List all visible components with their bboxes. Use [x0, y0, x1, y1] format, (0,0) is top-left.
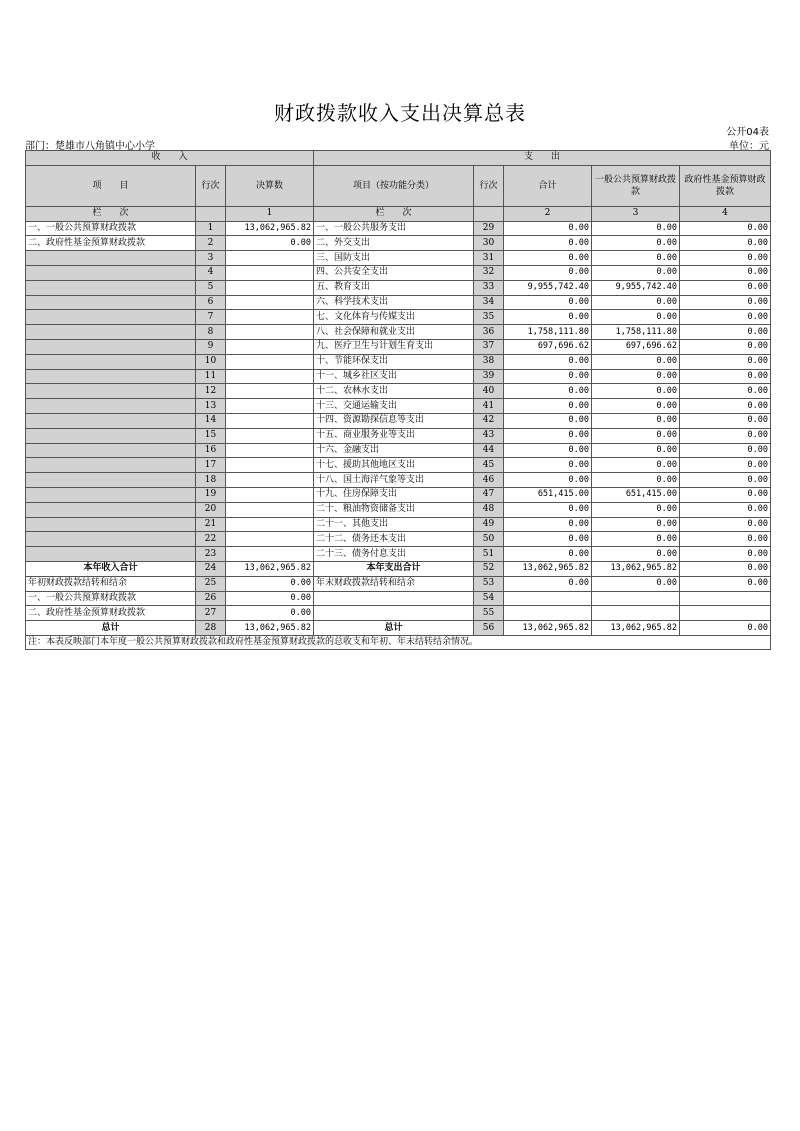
expense-gov-fund: 0.00	[680, 251, 771, 266]
income-amount	[226, 458, 314, 473]
expense-item: 二十二、债务还本支出	[314, 532, 474, 547]
income-item	[26, 325, 196, 340]
income-item	[26, 443, 196, 458]
expense-general-budget: 0.00	[592, 265, 680, 280]
income-item: 年初财政拨款结转和结余	[26, 576, 196, 591]
table-row	[26, 428, 771, 443]
income-line-no: 18	[196, 473, 226, 488]
col-gov-fund: 政府性基金预算财政拨款	[680, 165, 771, 206]
expense-gov-fund: 0.00	[680, 413, 771, 428]
income-item	[26, 280, 196, 295]
income-amount	[226, 354, 314, 369]
income-item	[26, 502, 196, 517]
income-item: 一、一般公共预算财政拨款	[26, 591, 196, 606]
income-amount	[226, 265, 314, 280]
income-line-no: 16	[196, 443, 226, 458]
expense-total: 0.00	[504, 354, 592, 369]
table-row	[26, 532, 771, 547]
income-amount	[226, 532, 314, 547]
expense-item: 十三、交通运输支出	[314, 399, 474, 414]
expense-general-budget: 0.00	[592, 369, 680, 384]
balance-row	[26, 576, 771, 591]
expense-total: 0.00	[504, 221, 592, 236]
expense-general-budget: 0.00	[592, 517, 680, 532]
expense-line-no: 41	[474, 399, 504, 414]
income-line-no: 17	[196, 458, 226, 473]
expense-gov-fund: 0.00	[680, 339, 771, 354]
income-line-no: 19	[196, 487, 226, 502]
income-line-no: 4	[196, 265, 226, 280]
expense-gov-fund	[680, 591, 771, 606]
table-row	[26, 265, 771, 280]
expense-general-budget: 0.00	[592, 310, 680, 325]
expense-item: 四、公共安全支出	[314, 265, 474, 280]
expense-item: 七、文化体育与传媒支出	[314, 310, 474, 325]
expense-general-budget	[592, 606, 680, 621]
expense-gov-fund: 0.00	[680, 325, 771, 340]
table-row	[26, 310, 771, 325]
expense-gov-fund: 0.00	[680, 576, 771, 591]
expense-general-budget: 0.00	[592, 295, 680, 310]
department-label: 部门：楚雄市八角镇中心小学	[25, 141, 155, 152]
expense-general-budget: 0.00	[592, 399, 680, 414]
expense-total: 0.00	[504, 295, 592, 310]
expense-item	[314, 591, 474, 606]
expense-line-no: 54	[474, 591, 504, 606]
table-row	[26, 295, 771, 310]
income-item	[26, 458, 196, 473]
expense-gov-fund: 0.00	[680, 265, 771, 280]
expense-line-no: 35	[474, 310, 504, 325]
table-row	[26, 487, 771, 502]
expense-general-budget: 1,758,111.80	[592, 325, 680, 340]
income-item	[26, 251, 196, 266]
expense-line-no: 32	[474, 265, 504, 280]
income-line-no: 8	[196, 325, 226, 340]
expense-item: 九、医疗卫生与计划生育支出	[314, 339, 474, 354]
income-line-no: 25	[196, 576, 226, 591]
report-title: 财政拨款收入支出决算总表	[274, 101, 526, 125]
expense-line-no: 29	[474, 221, 504, 236]
income-item	[26, 295, 196, 310]
form-code: 公开04表	[726, 127, 769, 138]
expense-total: 13,062,965.82	[504, 621, 592, 636]
income-item	[26, 532, 196, 547]
expense-gov-fund: 0.00	[680, 221, 771, 236]
expense-gov-fund: 0.00	[680, 621, 771, 636]
expense-general-budget: 0.00	[592, 236, 680, 251]
income-line-no: 21	[196, 517, 226, 532]
income-line-no: 27	[196, 606, 226, 621]
expense-item: 十四、资源勘探信息等支出	[314, 413, 474, 428]
table-row	[26, 458, 771, 473]
income-item	[26, 265, 196, 280]
table-row	[26, 473, 771, 488]
income-item	[26, 384, 196, 399]
col-item-by-function: 项目（按功能分类）	[314, 165, 474, 206]
income-item	[26, 369, 196, 384]
income-item: 总计	[26, 621, 196, 636]
grand-total-row	[26, 621, 771, 636]
section-header-row	[26, 151, 771, 166]
income-amount	[226, 413, 314, 428]
income-item	[26, 487, 196, 502]
income-line-no: 3	[196, 251, 226, 266]
expense-line-no: 49	[474, 517, 504, 532]
income-amount	[226, 487, 314, 502]
col-index-1: 1	[226, 206, 314, 221]
expense-gov-fund: 0.00	[680, 473, 771, 488]
table-row	[26, 236, 771, 251]
income-line-no: 6	[196, 295, 226, 310]
income-item: 本年收入合计	[26, 561, 196, 576]
expense-general-budget: 0.00	[592, 251, 680, 266]
blank-cell	[474, 206, 504, 221]
expense-total: 0.00	[504, 384, 592, 399]
expense-line-no: 36	[474, 325, 504, 340]
income-line-no: 15	[196, 428, 226, 443]
expense-item: 十七、援助其他地区支出	[314, 458, 474, 473]
expense-line-no: 51	[474, 547, 504, 562]
income-amount	[226, 399, 314, 414]
income-item	[26, 547, 196, 562]
expense-item: 十六、金融支出	[314, 443, 474, 458]
expense-gov-fund: 0.00	[680, 236, 771, 251]
col-line-no: 行次	[196, 165, 226, 206]
income-item	[26, 473, 196, 488]
expense-general-budget: 651,415.00	[592, 487, 680, 502]
expense-total: 0.00	[504, 502, 592, 517]
income-line-no: 14	[196, 413, 226, 428]
expense-total: 1,758,111.80	[504, 325, 592, 340]
expense-line-no: 34	[474, 295, 504, 310]
expense-general-budget: 0.00	[592, 413, 680, 428]
col-item: 项 目	[26, 165, 196, 206]
table-row	[26, 443, 771, 458]
income-line-no: 23	[196, 547, 226, 562]
expense-total: 0.00	[504, 576, 592, 591]
expense-line-no: 56	[474, 621, 504, 636]
income-line-no: 10	[196, 354, 226, 369]
income-amount	[226, 517, 314, 532]
income-item	[26, 354, 196, 369]
expense-gov-fund: 0.00	[680, 384, 771, 399]
expense-item: 十二、农林水支出	[314, 384, 474, 399]
expense-total: 0.00	[504, 236, 592, 251]
expense-line-no: 33	[474, 280, 504, 295]
expense-general-budget: 0.00	[592, 221, 680, 236]
income-item: 一、一般公共预算财政拨款	[26, 221, 196, 236]
expense-item: 十八、国土海洋气象等支出	[314, 473, 474, 488]
balance-row	[26, 606, 771, 621]
expense-gov-fund: 0.00	[680, 443, 771, 458]
income-amount: 13,062,965.82	[226, 561, 314, 576]
expense-line-no: 40	[474, 384, 504, 399]
expense-general-budget: 0.00	[592, 473, 680, 488]
expense-item: 十五、商业服务业等支出	[314, 428, 474, 443]
table-row	[26, 251, 771, 266]
expense-total: 0.00	[504, 473, 592, 488]
income-amount: 13,062,965.82	[226, 221, 314, 236]
table-row	[26, 399, 771, 414]
expense-total: 697,696.62	[504, 339, 592, 354]
expense-total: 0.00	[504, 265, 592, 280]
col-label-expense: 栏 次	[314, 206, 474, 221]
expense-total: 0.00	[504, 532, 592, 547]
income-amount	[226, 295, 314, 310]
table-note: 注：本表反映部门本年度一般公共预算财政拨款和政府性基金预算财政拨款的总收支和年初、年末结转结余情况。	[26, 635, 771, 649]
expense-general-budget: 0.00	[592, 502, 680, 517]
expense-total: 0.00	[504, 310, 592, 325]
income-amount: 0.00	[226, 576, 314, 591]
expense-gov-fund: 0.00	[680, 280, 771, 295]
expense-line-no: 46	[474, 473, 504, 488]
expense-total: 0.00	[504, 369, 592, 384]
income-item	[26, 339, 196, 354]
expense-line-no: 50	[474, 532, 504, 547]
income-amount	[226, 310, 314, 325]
expense-gov-fund: 0.00	[680, 547, 771, 562]
income-amount	[226, 251, 314, 266]
income-amount	[226, 473, 314, 488]
income-line-no: 5	[196, 280, 226, 295]
expense-gov-fund: 0.00	[680, 532, 771, 547]
expense-line-no: 53	[474, 576, 504, 591]
income-amount	[226, 384, 314, 399]
expense-gov-fund: 0.00	[680, 399, 771, 414]
expense-general-budget: 0.00	[592, 547, 680, 562]
income-amount: 0.00	[226, 591, 314, 606]
table-row	[26, 354, 771, 369]
expense-item: 三、国防支出	[314, 251, 474, 266]
income-amount	[226, 325, 314, 340]
expense-general-budget: 0.00	[592, 354, 680, 369]
expense-line-no: 44	[474, 443, 504, 458]
income-amount	[226, 369, 314, 384]
income-line-no: 13	[196, 399, 226, 414]
col-index-3: 3	[592, 206, 680, 221]
expense-gov-fund: 0.00	[680, 295, 771, 310]
expense-gov-fund: 0.00	[680, 428, 771, 443]
expense-general-budget: 0.00	[592, 576, 680, 591]
income-line-no: 22	[196, 532, 226, 547]
expense-general-budget: 0.00	[592, 458, 680, 473]
income-amount	[226, 339, 314, 354]
expense-line-no: 45	[474, 458, 504, 473]
expense-item: 二、外交支出	[314, 236, 474, 251]
expense-item: 二十一、其他支出	[314, 517, 474, 532]
table-row	[26, 325, 771, 340]
blank-cell	[196, 206, 226, 221]
expense-line-no: 48	[474, 502, 504, 517]
expense-gov-fund: 0.00	[680, 458, 771, 473]
income-line-no: 2	[196, 236, 226, 251]
income-line-no: 11	[196, 369, 226, 384]
expense-total: 0.00	[504, 399, 592, 414]
column-header-row	[26, 165, 771, 206]
income-line-no: 20	[196, 502, 226, 517]
expense-total: 0.00	[504, 413, 592, 428]
col-label: 栏 次	[26, 206, 196, 221]
expense-total: 651,415.00	[504, 487, 592, 502]
income-amount: 0.00	[226, 236, 314, 251]
expense-total	[504, 606, 592, 621]
income-item	[26, 413, 196, 428]
expense-gov-fund: 0.00	[680, 487, 771, 502]
income-item	[26, 310, 196, 325]
expense-general-budget: 0.00	[592, 532, 680, 547]
expense-item: 二十三、债务付息支出	[314, 547, 474, 562]
income-line-no: 28	[196, 621, 226, 636]
expense-line-no: 52	[474, 561, 504, 576]
table-row	[26, 413, 771, 428]
expense-total: 13,062,965.82	[504, 561, 592, 576]
income-amount	[226, 280, 314, 295]
expense-gov-fund	[680, 606, 771, 621]
expense-total: 9,955,742.40	[504, 280, 592, 295]
expense-line-no: 55	[474, 606, 504, 621]
note-row	[26, 635, 771, 649]
expense-general-budget: 13,062,965.82	[592, 561, 680, 576]
expense-total: 0.00	[504, 428, 592, 443]
expense-general-budget	[592, 591, 680, 606]
expense-line-no: 38	[474, 354, 504, 369]
fiscal-summary-table	[25, 150, 771, 650]
col-index-4: 4	[680, 206, 771, 221]
table-row	[26, 369, 771, 384]
year-total-row	[26, 561, 771, 576]
income-line-no: 1	[196, 221, 226, 236]
income-line-no: 9	[196, 339, 226, 354]
expense-item: 十、节能环保支出	[314, 354, 474, 369]
income-item	[26, 428, 196, 443]
income-amount	[226, 443, 314, 458]
expense-gov-fund: 0.00	[680, 561, 771, 576]
table-row	[26, 517, 771, 532]
table-row	[26, 221, 771, 236]
income-line-no: 24	[196, 561, 226, 576]
col-total: 合计	[504, 165, 592, 206]
balance-row	[26, 591, 771, 606]
expense-line-no: 37	[474, 339, 504, 354]
table-row	[26, 384, 771, 399]
expense-item: 六、科学技术支出	[314, 295, 474, 310]
expense-total: 0.00	[504, 251, 592, 266]
expense-item: 五、教育支出	[314, 280, 474, 295]
expense-total	[504, 591, 592, 606]
income-amount: 0.00	[226, 606, 314, 621]
income-item	[26, 517, 196, 532]
expense-item: 本年支出合计	[314, 561, 474, 576]
expense-total: 0.00	[504, 443, 592, 458]
column-index-row	[26, 206, 771, 221]
col-general-budget: 一般公共预算财政拨款	[592, 165, 680, 206]
table-row	[26, 502, 771, 517]
expense-general-budget: 13,062,965.82	[592, 621, 680, 636]
col-index-2: 2	[504, 206, 592, 221]
expense-item: 二十、粮油物资储备支出	[314, 502, 474, 517]
expense-general-budget: 9,955,742.40	[592, 280, 680, 295]
table-row	[26, 339, 771, 354]
table-row	[26, 547, 771, 562]
expense-gov-fund: 0.00	[680, 354, 771, 369]
expense-line-no: 31	[474, 251, 504, 266]
income-item	[26, 399, 196, 414]
income-item: 二、政府性基金预算财政拨款	[26, 236, 196, 251]
expense-gov-fund: 0.00	[680, 310, 771, 325]
expense-item	[314, 606, 474, 621]
expense-line-no: 43	[474, 428, 504, 443]
table-row	[26, 280, 771, 295]
expense-item: 年末财政拨款结转和结余	[314, 576, 474, 591]
col-line-no-expense: 行次	[474, 165, 504, 206]
expense-general-budget: 0.00	[592, 443, 680, 458]
expense-item: 总计	[314, 621, 474, 636]
expense-general-budget: 0.00	[592, 428, 680, 443]
income-item: 二、政府性基金预算财政拨款	[26, 606, 196, 621]
income-amount: 13,062,965.82	[226, 621, 314, 636]
expense-line-no: 47	[474, 487, 504, 502]
expense-gov-fund: 0.00	[680, 517, 771, 532]
expense-line-no: 39	[474, 369, 504, 384]
unit-label: 单位：元	[729, 141, 769, 152]
expense-header: 支 出	[314, 151, 771, 166]
expense-total: 0.00	[504, 547, 592, 562]
expense-item: 一、一般公共服务支出	[314, 221, 474, 236]
expense-line-no: 42	[474, 413, 504, 428]
expense-gov-fund: 0.00	[680, 369, 771, 384]
income-amount	[226, 547, 314, 562]
expense-item: 十一、城乡社区支出	[314, 369, 474, 384]
income-header: 收 入	[26, 151, 314, 166]
income-amount	[226, 502, 314, 517]
income-line-no: 26	[196, 591, 226, 606]
expense-general-budget: 697,696.62	[592, 339, 680, 354]
expense-line-no: 30	[474, 236, 504, 251]
expense-item: 八、社会保障和就业支出	[314, 325, 474, 340]
expense-total: 0.00	[504, 517, 592, 532]
income-line-no: 12	[196, 384, 226, 399]
income-line-no: 7	[196, 310, 226, 325]
col-final-amount: 决算数	[226, 165, 314, 206]
income-amount	[226, 428, 314, 443]
expense-item: 十九、住房保障支出	[314, 487, 474, 502]
expense-general-budget: 0.00	[592, 384, 680, 399]
expense-total: 0.00	[504, 458, 592, 473]
expense-gov-fund: 0.00	[680, 502, 771, 517]
